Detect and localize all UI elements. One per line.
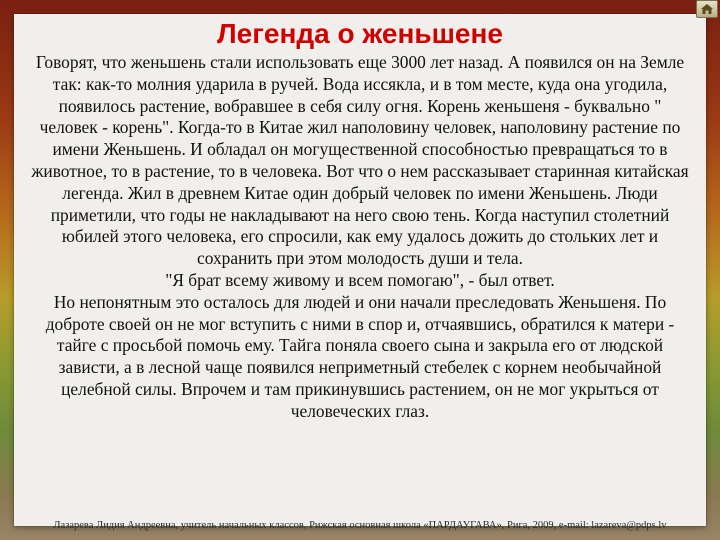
paragraph-answer-quote: "Я брат всему живому и всем помогаю", - был ответ.: [165, 269, 555, 290]
slide-body: [28, 52, 692, 423]
slide-title: Легенда о женьшене: [217, 18, 503, 49]
paragraph-legend-ending: Но непонятным это осталось для людей и они начали преследовать Женьшеня. По доброте своей он не мог вступить с ними в спор и, отчаявшись, обратился к матери - тайге с просьбой помочь ему. Тайга поняла своего сына и закрыла его от людской зависти, а в лесной чаще появился неприметный стебелек с корнем необычайной целебной силы. Впрочем и там прикинувшись растением, он не мог укрыться от человеческих глаз.: [45, 291, 675, 421]
paragraph-legend-intro: Говорят, что женьшень стали использовать еще 3000 лет назад. А появился он на Земле так: как-то молния ударила в ручей. Вода иссякла, и в том месте, куда она угодила, появилось растение, вобравшее в себя силу огня. Корень женьшеня - буквально " человек - корень". Когда-то в Китае жил наполовину человек, наполовину растение по имени Женьшень. И обладал он могущественной способностью превращаться то в животное, то в растение, то в человека. Вот что о нем рассказывает старинная китайская легенда. Жил в древнем Китае один добрый человек по имени Женьшень. Люди приметили, что годы не накладывают на него свою тень. Когда наступил столетний юбилей этого человека, его спросили, как ему удалось дожить до стольких лет и сохранить при этом молодость души и тела.: [31, 52, 689, 269]
home-icon: [700, 3, 714, 15]
slide-footer-credits: Лазарева Лидия Андреевна, учитель начальных классов, Рижская основная школа «ПАРДАУГАВА», Рига, 2009, e-mail: lazareva@pdps.lv: [53, 520, 667, 531]
home-button[interactable]: [696, 0, 718, 18]
